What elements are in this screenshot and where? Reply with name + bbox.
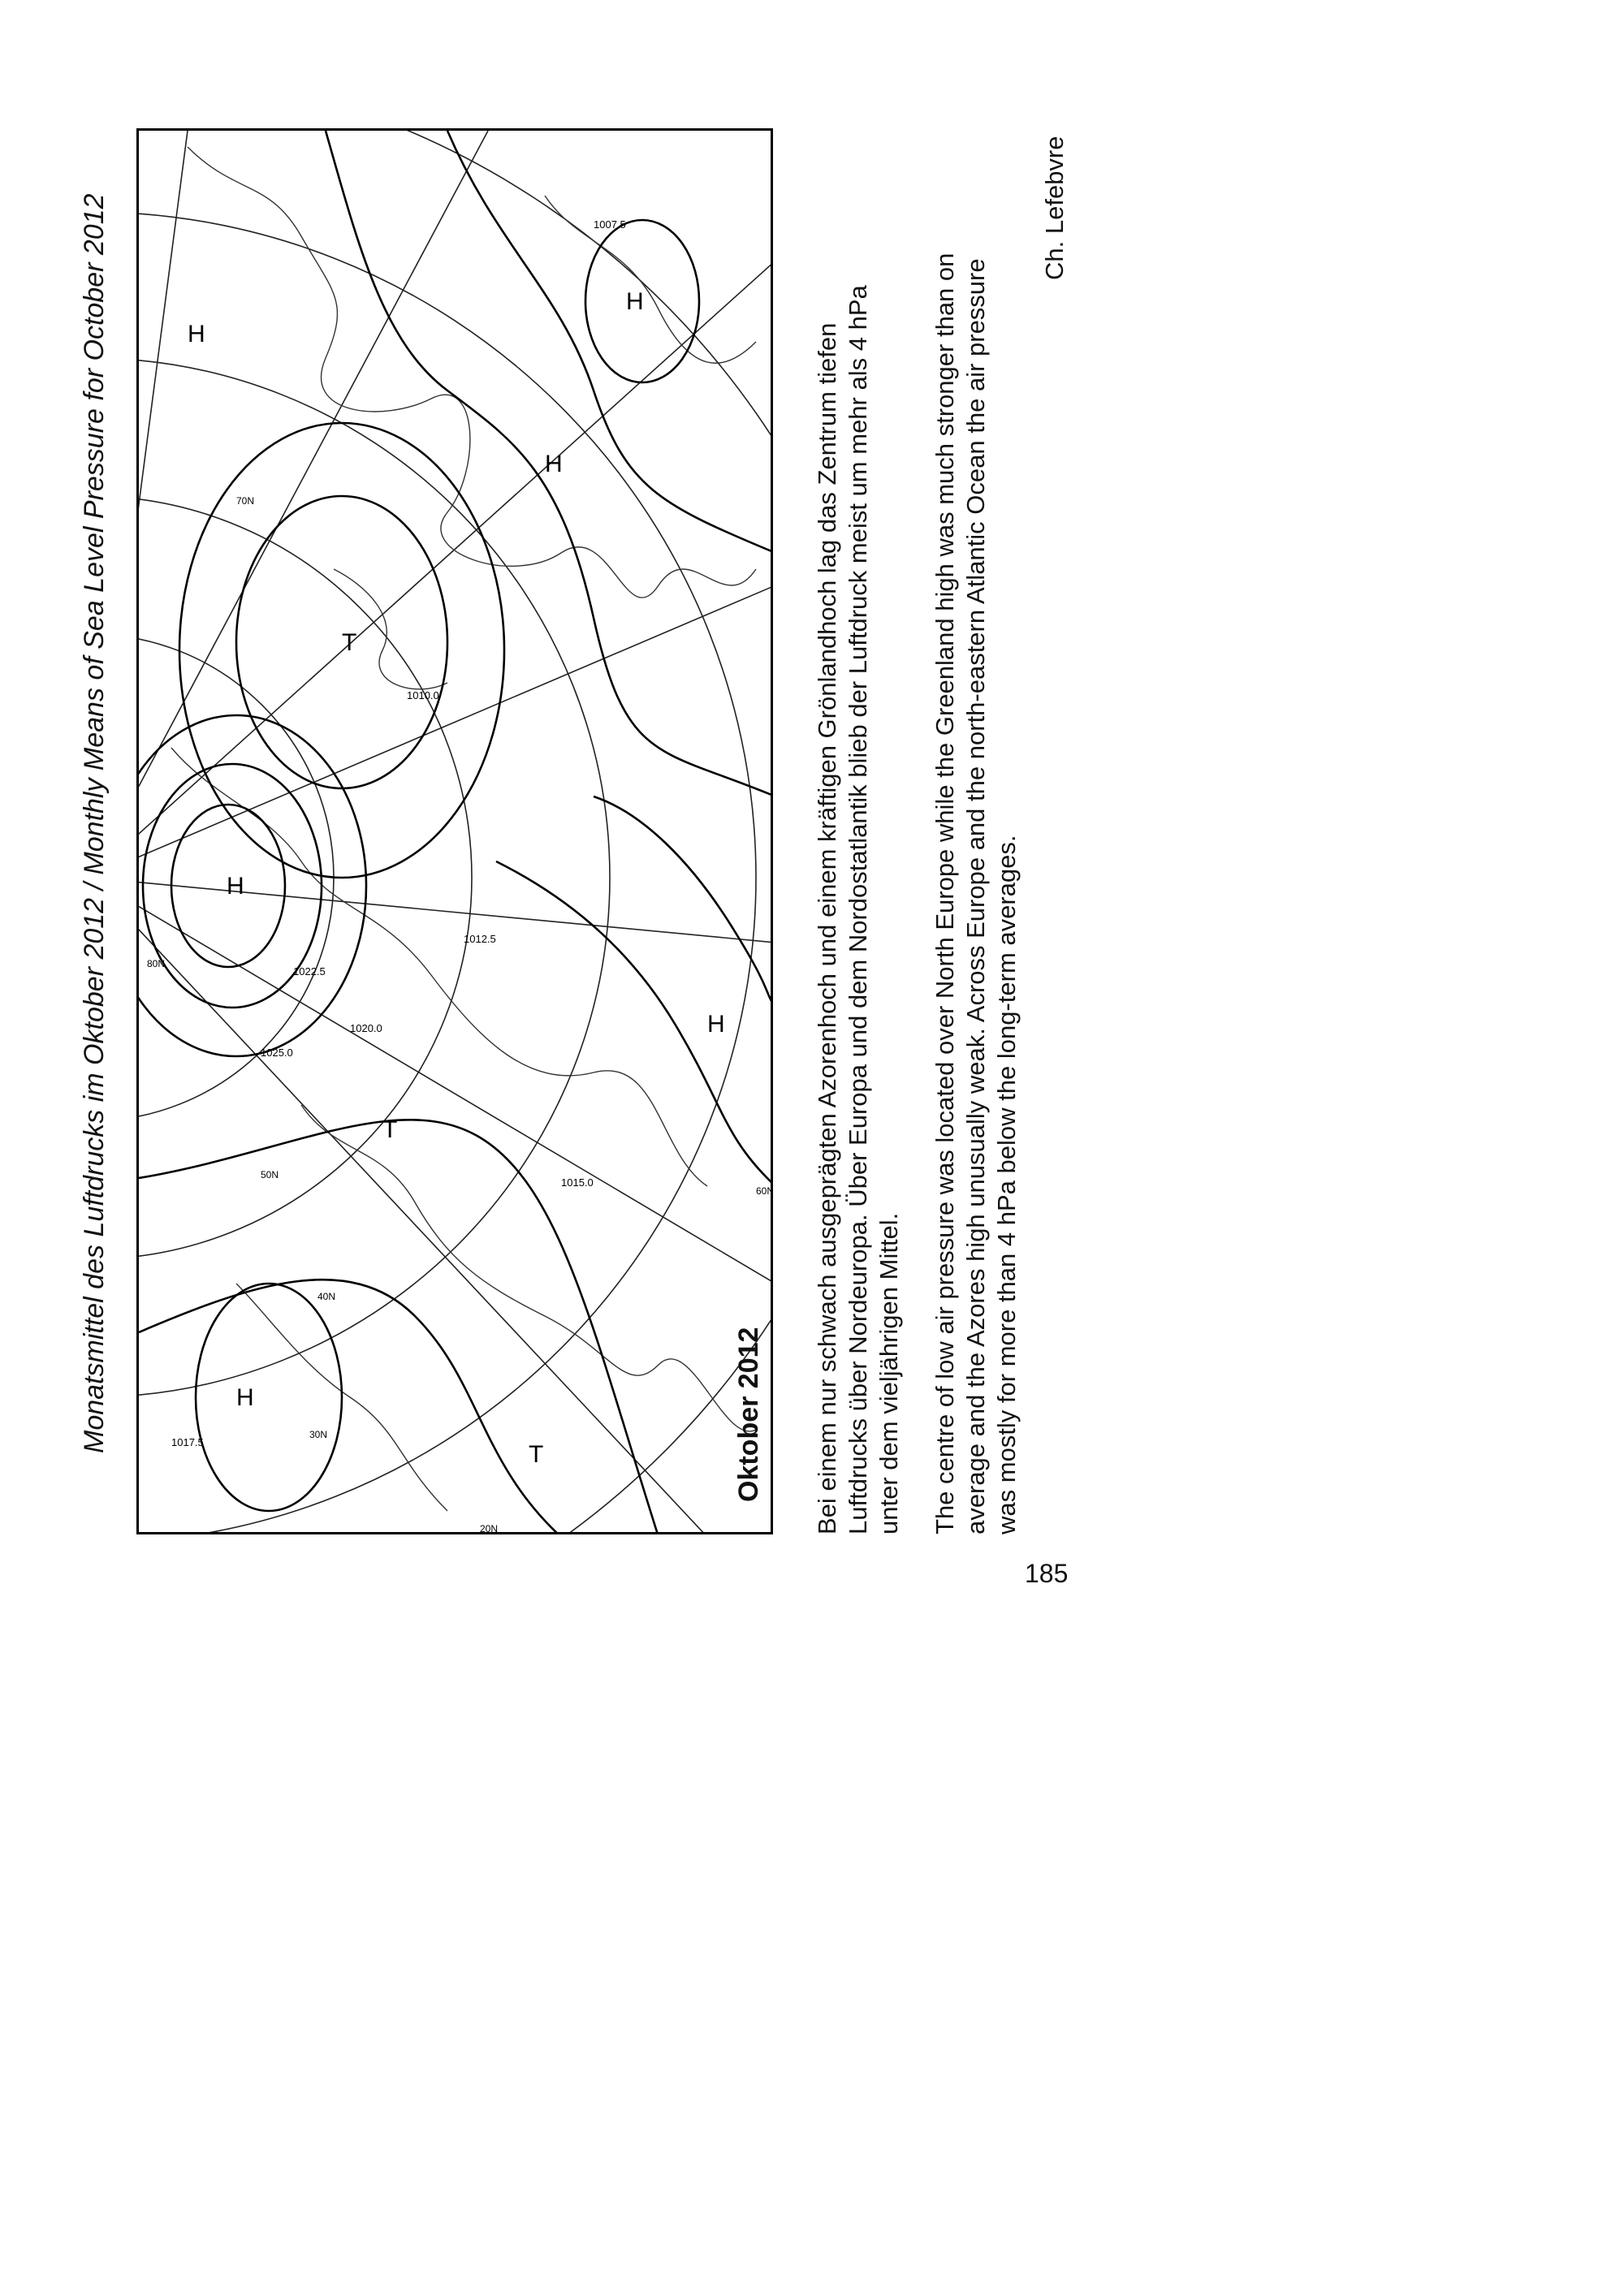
high-center: H (707, 1011, 725, 1038)
high-center: H (545, 451, 563, 477)
isobar-label: 1025.0 (261, 1047, 293, 1059)
meridian (139, 878, 707, 1534)
meridian (139, 131, 488, 878)
isobar-label: 1012.5 (464, 933, 496, 945)
coastline (301, 1105, 756, 1431)
isobar-label: 1017.5 (171, 1436, 204, 1448)
pressure-centers (188, 288, 725, 1468)
english-line: was mostly for more than 4 hPa below the long-term averages. (992, 835, 1021, 1534)
isobar (447, 131, 773, 553)
high-center: H (227, 873, 244, 900)
map-title: Oktober 2012 (733, 1327, 764, 1502)
isobar-label: 1007.5 (594, 218, 626, 231)
isobar-label: 1015.0 (561, 1176, 594, 1189)
isobar (139, 1280, 561, 1534)
latitude-label: 30N (309, 1429, 328, 1440)
coastlines (171, 147, 756, 1511)
high-center: H (236, 1384, 254, 1411)
pressure-map (136, 128, 773, 1534)
meridian (139, 878, 773, 1284)
german-line: Luftdrucks über Nordeuropa. Über Europa und dem Nordostatlantik blieb der Luftdruck meist um mehr als 4 hPa (844, 285, 872, 1534)
latitude-label: 40N (317, 1291, 336, 1302)
page-title: Monatsmittel des Luftdrucks im Oktober 2012 / Monthly Means of Sea Level Pressure for October 2012 (79, 193, 110, 1453)
high-center: H (626, 288, 644, 315)
latitude-label: 70N (236, 495, 255, 507)
latitude-circle-70 (139, 496, 472, 1259)
latitude-label: 50N (261, 1169, 279, 1180)
low-center: T (529, 1441, 544, 1468)
pressure-map-svg (139, 131, 773, 1534)
german-line: Bei einem nur schwach ausgeprägten Azorenhoch und einem kräftigen Grönlandhoch lag das Zentrum tiefen (813, 322, 841, 1534)
high-center: H (188, 321, 205, 347)
isobar-label: 1020.0 (350, 1022, 382, 1034)
meridian (139, 131, 188, 878)
latitude-label: 60N (756, 1185, 775, 1197)
isobar (594, 796, 773, 1008)
page-number: 185 (1025, 1559, 1069, 1588)
latitude-label: 80N (147, 958, 166, 969)
latitude-label: 20N (480, 1523, 499, 1534)
english-description (930, 106, 1022, 1534)
german-description (812, 106, 905, 1534)
author: Ch. Lefebvre (1040, 136, 1069, 280)
german-line: unter dem vieljährigen Mittel. (875, 1212, 903, 1534)
isobar-label: 1010.0 (407, 689, 439, 701)
english-line: average and the Azores high unusually weak. Across Europe and the north-eastern Atlantic Ocean the air pressure (961, 258, 990, 1534)
isobar (196, 1284, 342, 1511)
english-line: The centre of low air pressure was located over North Europe while the Greenland high was much stronger than on (931, 252, 959, 1534)
meridian (139, 585, 773, 878)
isobar-label: 1022.5 (293, 965, 326, 978)
latitude-circle-60 (139, 358, 610, 1397)
low-center: T (342, 629, 357, 656)
low-center: T (382, 1116, 398, 1143)
isobar (496, 861, 773, 1186)
